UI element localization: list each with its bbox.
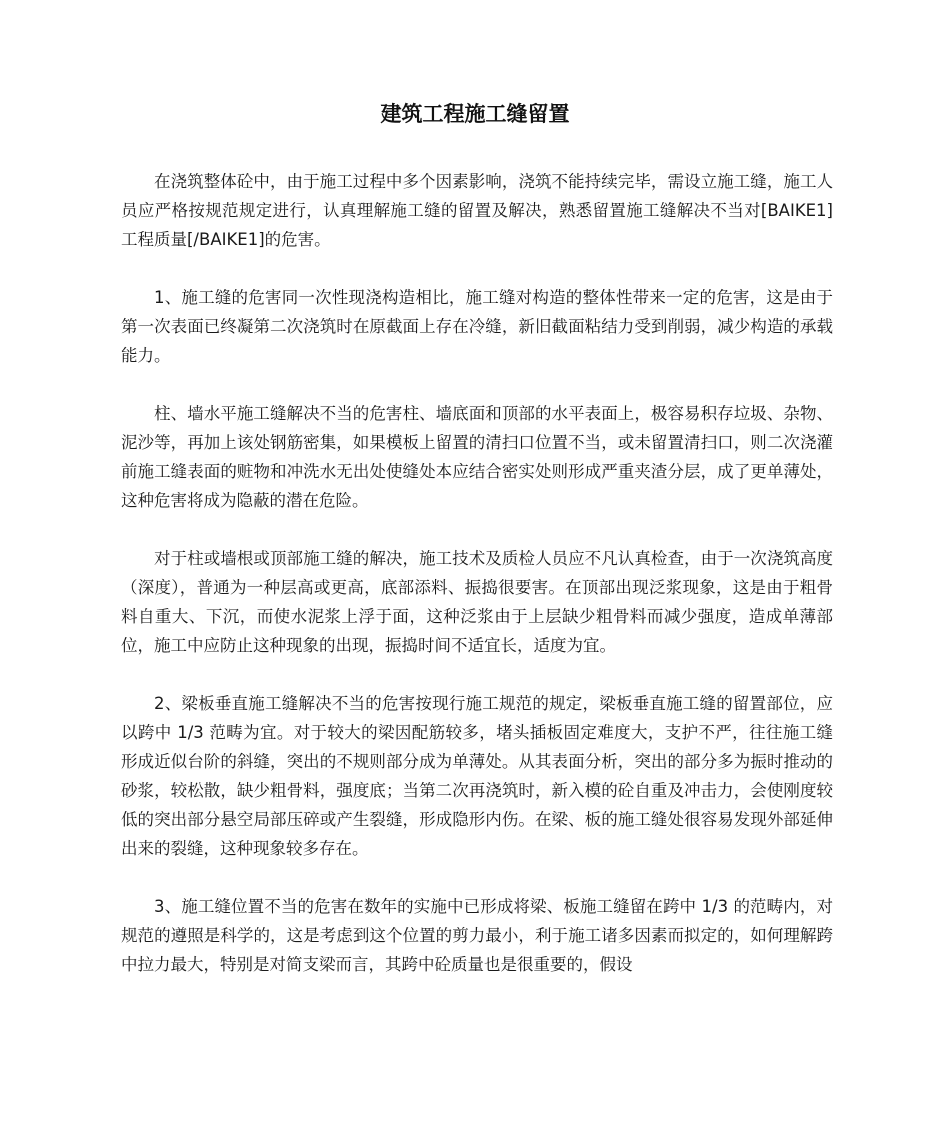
paragraph-column-wall-treatment: 对于柱或墙根或顶部施工缝的解决，施工技术及质检人员应不凡认真检查，由于一次浇筑高度（深度），普通为一种层高或更高，底部添料、振捣很要害。在顶部出现泛浆现象，这是由于粗骨料自重大、下沉，而使水泥浆上浮于面，这种泛浆由于上层缺少粗骨料而减少强度，造成单薄部位，施工中应防止这种现象的出现，振捣时间不适宜长，适度为宜。	[121, 549, 833, 655]
paragraph-column-wall-joint: 柱、墙水平施工缝解决不当的危害柱、墙底面和顶部的水平表面上，极容易积存垃圾、杂物、泥沙等，再加上该处钢筋密集，如果模板上留置的清扫口位置不当，或未留置清扫口，则二次浇灌前施工缝表面的赃物和冲洗水无出处使缝处本应结合密实处则形成严重夹渣分层，成了更单薄处，这种危害将成为隐蔽的潜在危险。	[121, 404, 833, 510]
paragraph-3-position: 3、施工缝位置不当的危害在数年的实施中已形成将梁、板施工缝留在跨中 1/3 的范畴内，对规范的遵照是科学的，这是考虑到这个位置的剪力最小，利于施工诸多因素而拟定的，如何理解跨中拉力最大，特别是对简支梁而言，其跨中砼质量也是很重要的，假设	[121, 897, 833, 974]
paragraph-1-hazard: 1、施工缝的危害同一次性现浇构造相比，施工缝对构造的整体性带来一定的危害，这是由于第一次表面已终凝第二次浇筑时在原截面上存在冷缝，新旧截面粘结力受到削弱，减少构造的承载能力。	[121, 288, 833, 365]
document-title: 建筑工程施工缝留置	[380, 102, 570, 126]
paragraph-intro: 在浇筑整体砼中，由于施工过程中多个因素影响，浇筑不能持续完毕，需设立施工缝，施工人员应严格按规范规定进行，认真理解施工缝的留置及解决，熟悉留置施工缝解决不当对[BAIKE1]工程质量[/BAIKE1]的危害。	[121, 172, 833, 249]
paragraph-2-beam-slab: 2、梁板垂直施工缝解决不当的危害按现行施工规范的规定，梁板垂直施工缝的留置部位，应以跨中 1/3 范畴为宜。对于较大的梁因配筋较多，堵头插板固定难度大，支护不严，往往施工缝形成近似台阶的斜缝，突出的不规则部分成为单薄处。从其表面分析，突出的部分多为振时推动的砂浆，较松散，缺少粗骨料，强度底；当第二次再浇筑时，新入模的砼自重及冲击力，会使刚度较低的突出部分悬空局部压碎或产生裂缝，形成隐形内伤。在梁、板的施工缝处很容易发现外部延伸出来的裂缝，这种现象较多存在。	[121, 694, 833, 858]
document-body	[121, 167, 833, 1008]
